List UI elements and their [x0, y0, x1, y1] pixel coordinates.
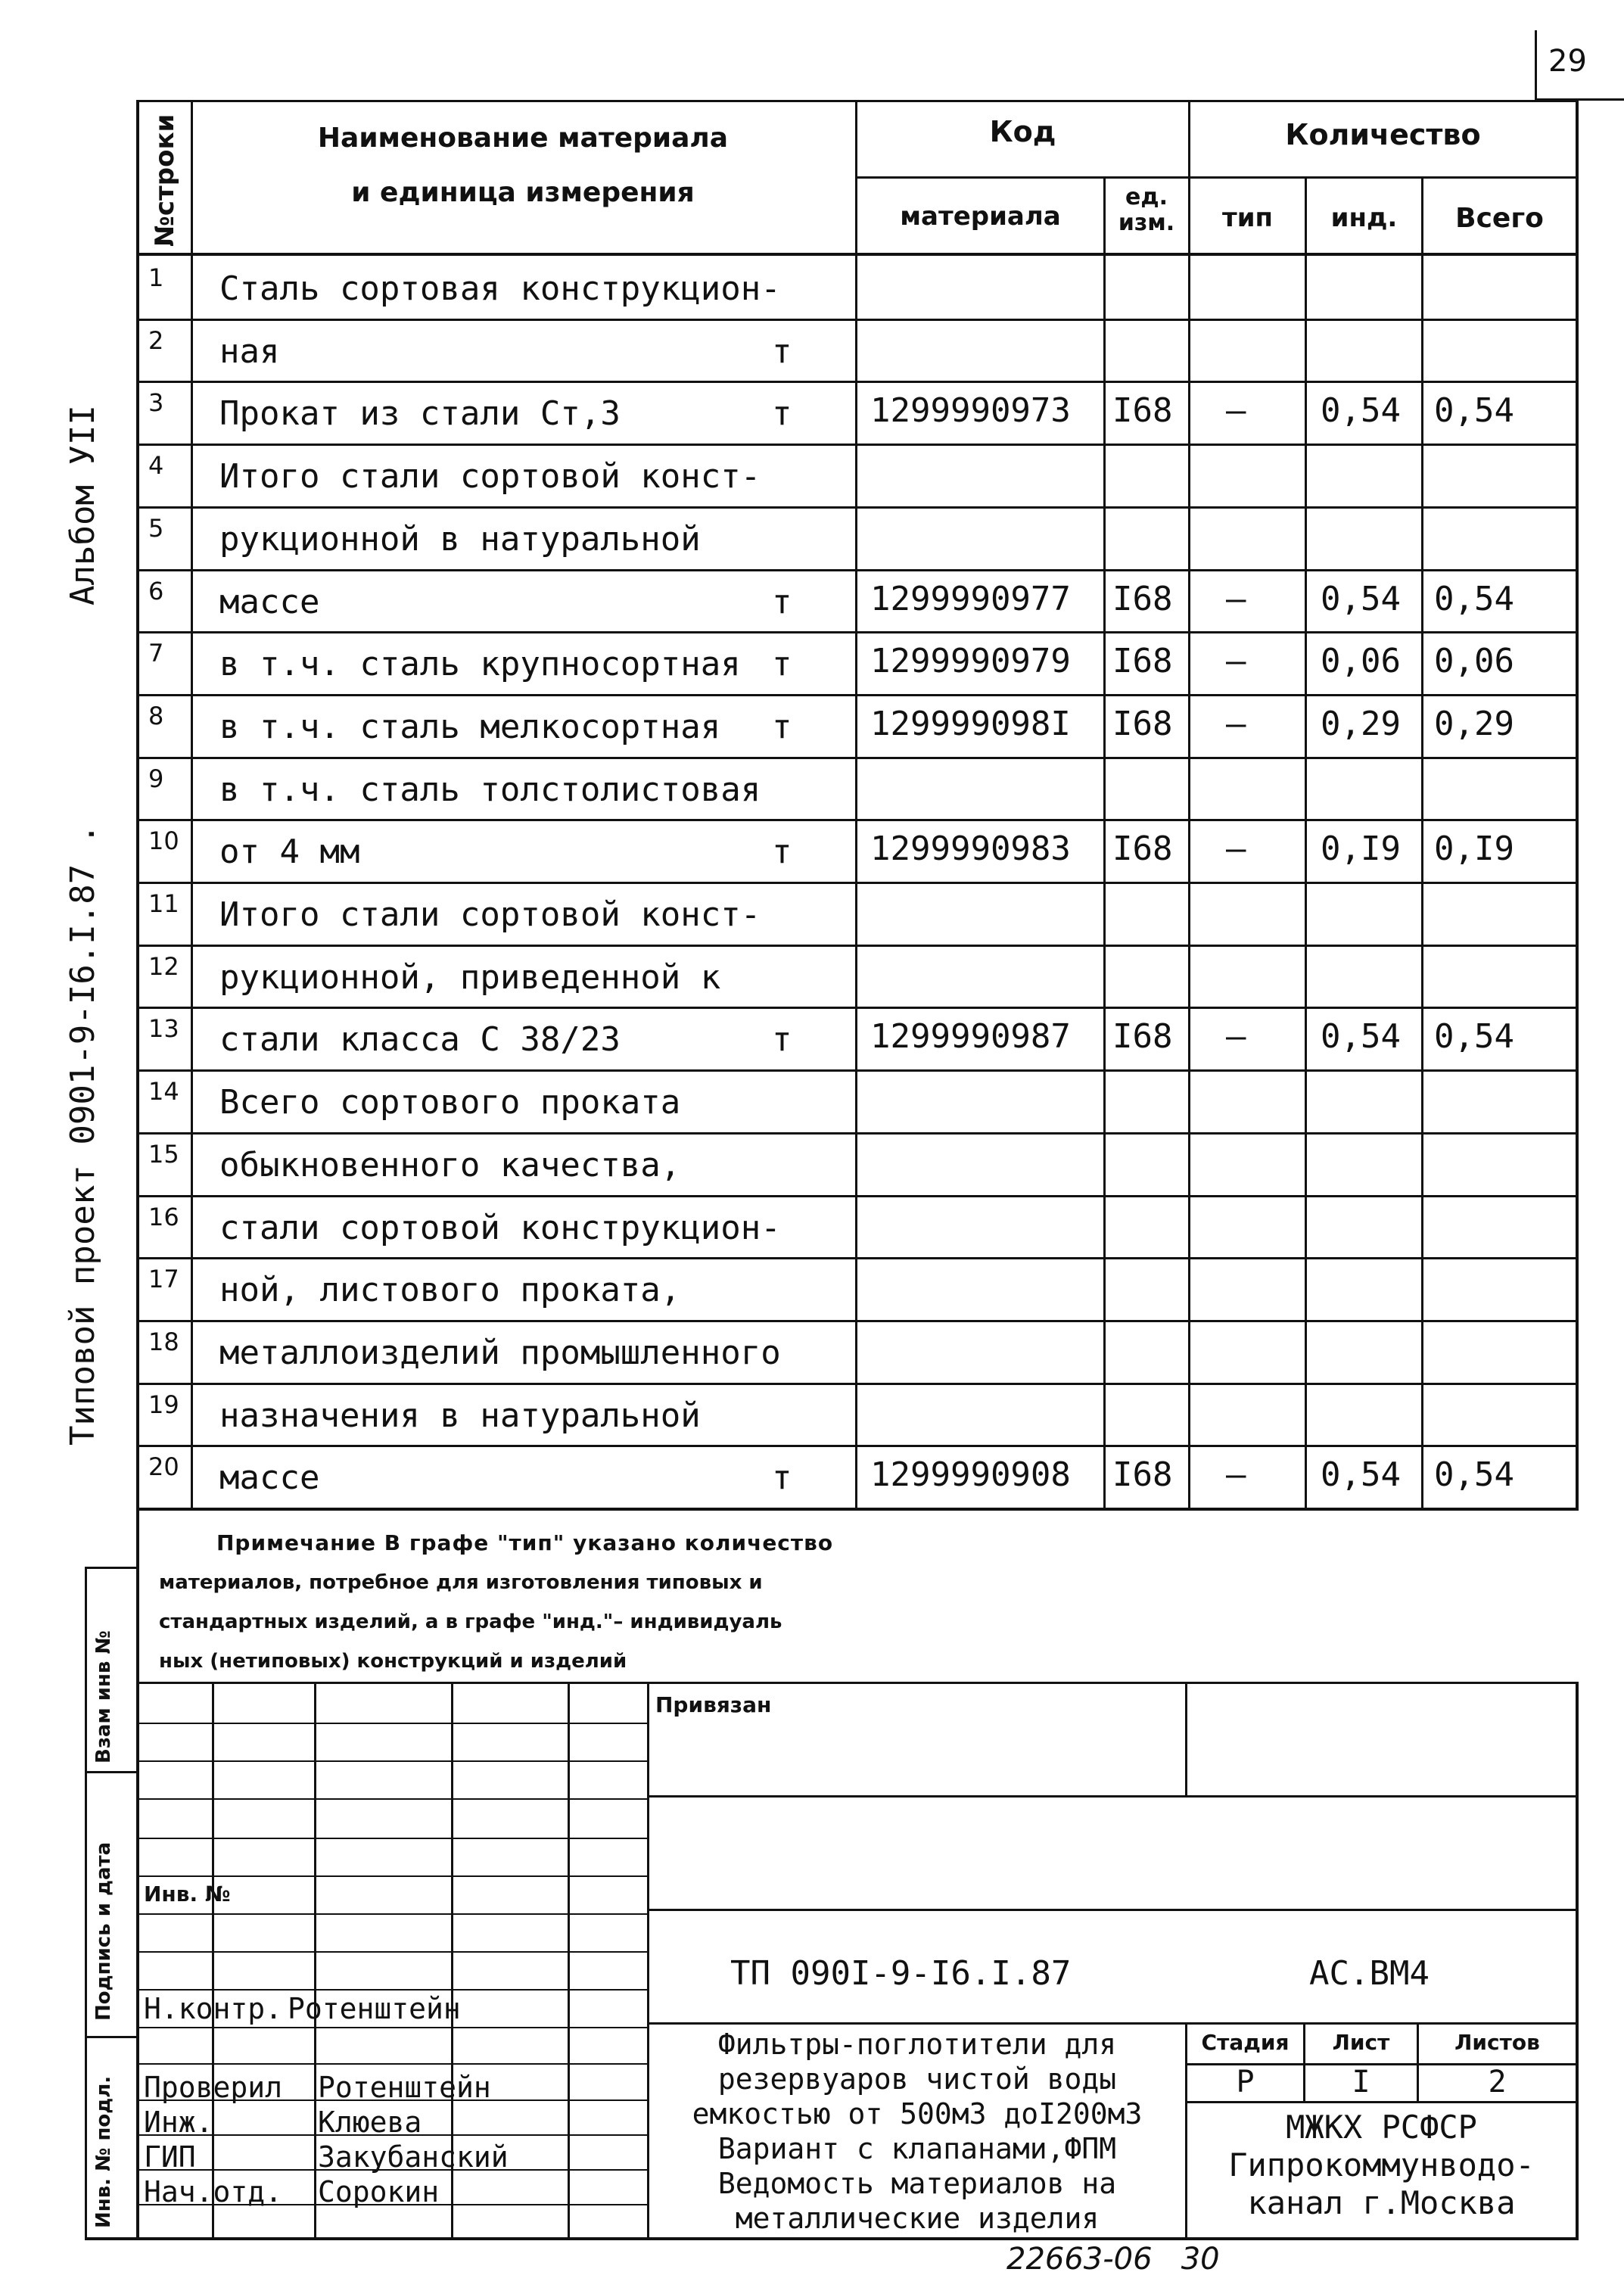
row-number: 19	[148, 1390, 179, 1419]
qty-ind: 0,29	[1321, 705, 1401, 743]
row-number: 3	[148, 388, 164, 417]
ind-header: инд.	[1330, 203, 1398, 233]
material-name: ная	[219, 332, 280, 371]
material-name: в т.ч. сталь крупносортная	[219, 645, 741, 683]
material-name: стали сортовой конструкцион-	[219, 1209, 781, 1247]
row-number: 10	[148, 826, 179, 855]
material-name: обыкновенного качества,	[219, 1146, 681, 1184]
staff-role: Проверил	[144, 2071, 283, 2104]
org-line2: Гипрокоммунводо-	[1228, 2146, 1535, 2184]
note-line4: ных (нетиповых) конструкций и изделий	[159, 1650, 627, 1673]
unit-code: I68	[1112, 830, 1173, 868]
description-line: Ведомость материалов на	[717, 2167, 1117, 2200]
row-number: 2	[148, 326, 164, 355]
staff-role: ГИП	[144, 2140, 196, 2174]
side-project-label: Типовой проект 0901-9-I6.I.87 .	[64, 823, 102, 1446]
quantity-header: Количество	[1285, 118, 1481, 151]
sheet-code: АС.ВМ4	[1309, 1954, 1430, 1993]
material-name: в т.ч. сталь толстолистовая	[219, 770, 761, 809]
qty-ind: 0,54	[1321, 580, 1401, 618]
material-name: Итого стали сортовой конст-	[219, 457, 761, 496]
row-number: 6	[148, 577, 164, 605]
qty-ind: 0,54	[1321, 391, 1401, 430]
material-name: ной, листового проката,	[219, 1271, 681, 1309]
row-number-header: №строки	[150, 114, 180, 247]
row-number: 16	[148, 1203, 179, 1231]
side-stamp-podpis: Подпись и дата	[92, 1841, 115, 2021]
qty-total: 0,54	[1434, 580, 1514, 618]
inv-no-label: Инв. №	[144, 1882, 231, 1906]
qty-type: –	[1226, 642, 1246, 680]
material-code: 1299990987	[870, 1017, 1071, 1056]
qty-total: 0,54	[1434, 1017, 1514, 1056]
qty-type: –	[1226, 391, 1246, 430]
side-stamp-inv-podl: Инв. № подл.	[92, 2075, 115, 2228]
material-name: рукционной, приведенной к	[219, 958, 721, 997]
staff-role: Инж.	[144, 2106, 213, 2139]
material-name: в т.ч. сталь мелкосортная	[219, 708, 721, 746]
unit-code: I68	[1112, 580, 1173, 618]
name-header-line1: Наименование материала	[317, 123, 729, 154]
row-number: 17	[148, 1265, 179, 1293]
material-code: 1299990977	[870, 580, 1071, 618]
code-header: Код	[989, 115, 1056, 148]
qty-type: –	[1226, 580, 1246, 618]
row-number: 18	[148, 1328, 179, 1356]
description-line: Вариант с клапанами,ФПМ	[717, 2132, 1117, 2165]
material-name: металлоизделий промышленного	[219, 1334, 781, 1372]
qty-total: 0,06	[1434, 642, 1514, 680]
unit-code: I68	[1112, 1455, 1173, 1494]
material-name: от 4 мм	[219, 833, 360, 871]
material-code: 1299990973	[870, 391, 1071, 430]
qty-ind: 0,54	[1321, 1455, 1401, 1494]
row-number: 4	[148, 451, 164, 480]
sheets-value: 2	[1488, 2065, 1507, 2099]
staff-name: Ротенштейн	[288, 1992, 461, 2025]
qty-total: 0,54	[1434, 1455, 1514, 1494]
material-code: 129999098I	[870, 705, 1071, 743]
archive-number: 22663-06 30	[1006, 2242, 1220, 2277]
staff-name: Сорокин	[318, 2175, 440, 2208]
row-number: 20	[148, 1452, 179, 1481]
qty-total: 0,I9	[1434, 830, 1514, 868]
material-name: стали класса С 38/23	[219, 1020, 621, 1059]
material-code: 1299990908	[870, 1455, 1071, 1494]
side-album-label: Альбом УII	[64, 405, 102, 605]
qty-ind: 0,54	[1321, 1017, 1401, 1056]
unit: т	[772, 583, 792, 621]
name-header-line2: и единица измерения	[351, 177, 695, 208]
page-number: 29	[1548, 44, 1587, 79]
material-name: рукционной в натуральной	[219, 520, 701, 559]
type-header: тип	[1221, 203, 1274, 233]
description-line: Фильтры-поглотители для	[717, 2028, 1117, 2061]
material-name: назначения в натуральной	[219, 1396, 701, 1435]
org-line1: МЖКХ РСФСР	[1286, 2109, 1477, 2146]
row-number: 5	[148, 514, 164, 543]
unit-code: I68	[1112, 391, 1173, 430]
unit: т	[772, 1458, 792, 1497]
staff-name: Клюева	[318, 2106, 422, 2139]
unit: т	[772, 645, 792, 683]
qty-type: –	[1226, 1455, 1246, 1494]
material-name: Всего сортового проката	[219, 1083, 681, 1122]
qty-total: 0,54	[1434, 391, 1514, 430]
doc-code: ТП 090I-9-I6.I.87	[730, 1954, 1072, 1993]
qty-type: –	[1226, 830, 1246, 868]
description-line: емкостью от 500м3 доI200м3	[692, 2097, 1143, 2131]
side-stamp-vzam: Взам инв №	[92, 1630, 115, 1763]
total-header: Всего	[1455, 203, 1544, 234]
stage-label: Стадия	[1201, 2030, 1290, 2055]
qty-ind: 0,06	[1321, 642, 1401, 680]
unit: т	[772, 332, 792, 371]
material-name: массе	[219, 1458, 320, 1497]
description-line: металлические изделия	[735, 2202, 1100, 2235]
row-number: 9	[148, 764, 164, 793]
staff-name: Закубанский	[318, 2140, 509, 2174]
unit: т	[772, 394, 792, 433]
sheet-value: I	[1352, 2065, 1370, 2099]
description-line: резервуаров чистой воды	[717, 2062, 1117, 2096]
sheet-label: Лист	[1332, 2030, 1390, 2055]
note-line3: стандартных изделий, а в графе "инд."– индивидуаль	[159, 1611, 782, 1633]
material-name: Прокат из стали Ст,3	[219, 394, 621, 433]
code-unit-header: ед. изм.	[1118, 184, 1175, 236]
stage-value: Р	[1236, 2065, 1255, 2099]
unit: т	[772, 1020, 792, 1059]
unit: т	[772, 708, 792, 746]
sheets-label: Листов	[1454, 2030, 1540, 2055]
material-code: 1299990979	[870, 642, 1071, 680]
material-name: Итого стали сортовой конст-	[219, 895, 761, 934]
row-number: 1	[148, 263, 164, 292]
material-code: 1299990983	[870, 830, 1071, 868]
unit-code: I68	[1112, 705, 1173, 743]
qty-ind: 0,I9	[1321, 830, 1401, 868]
material-name: Сталь сортовая конструкцион-	[219, 269, 781, 308]
unit-code: I68	[1112, 1017, 1173, 1056]
material-name: массе	[219, 583, 320, 621]
org-line3: канал г.Москва	[1247, 2184, 1516, 2221]
row-number: 13	[148, 1014, 179, 1043]
qty-total: 0,29	[1434, 705, 1514, 743]
row-number: 14	[148, 1077, 179, 1106]
row-number: 15	[148, 1140, 179, 1169]
row-number: 7	[148, 639, 164, 668]
qty-type: –	[1226, 705, 1246, 743]
code-material-header: материала	[900, 201, 1061, 232]
staff-name: Ротенштейн	[318, 2071, 491, 2104]
staff-role: Нач.отд.	[144, 2175, 283, 2208]
note-line2: материалов, потребное для изготовления типовых и	[159, 1571, 763, 1594]
row-number: 11	[148, 889, 179, 918]
note-line1: Примечание В графе "тип" указано количество	[216, 1530, 834, 1555]
qty-type: –	[1226, 1017, 1246, 1056]
staff-role: Н.контр.	[144, 1992, 283, 2025]
unit: т	[772, 833, 792, 871]
row-number: 12	[148, 952, 179, 981]
row-number: 8	[148, 702, 164, 730]
unit-code: I68	[1112, 642, 1173, 680]
privyazan-label: Привязан	[655, 1692, 772, 1717]
